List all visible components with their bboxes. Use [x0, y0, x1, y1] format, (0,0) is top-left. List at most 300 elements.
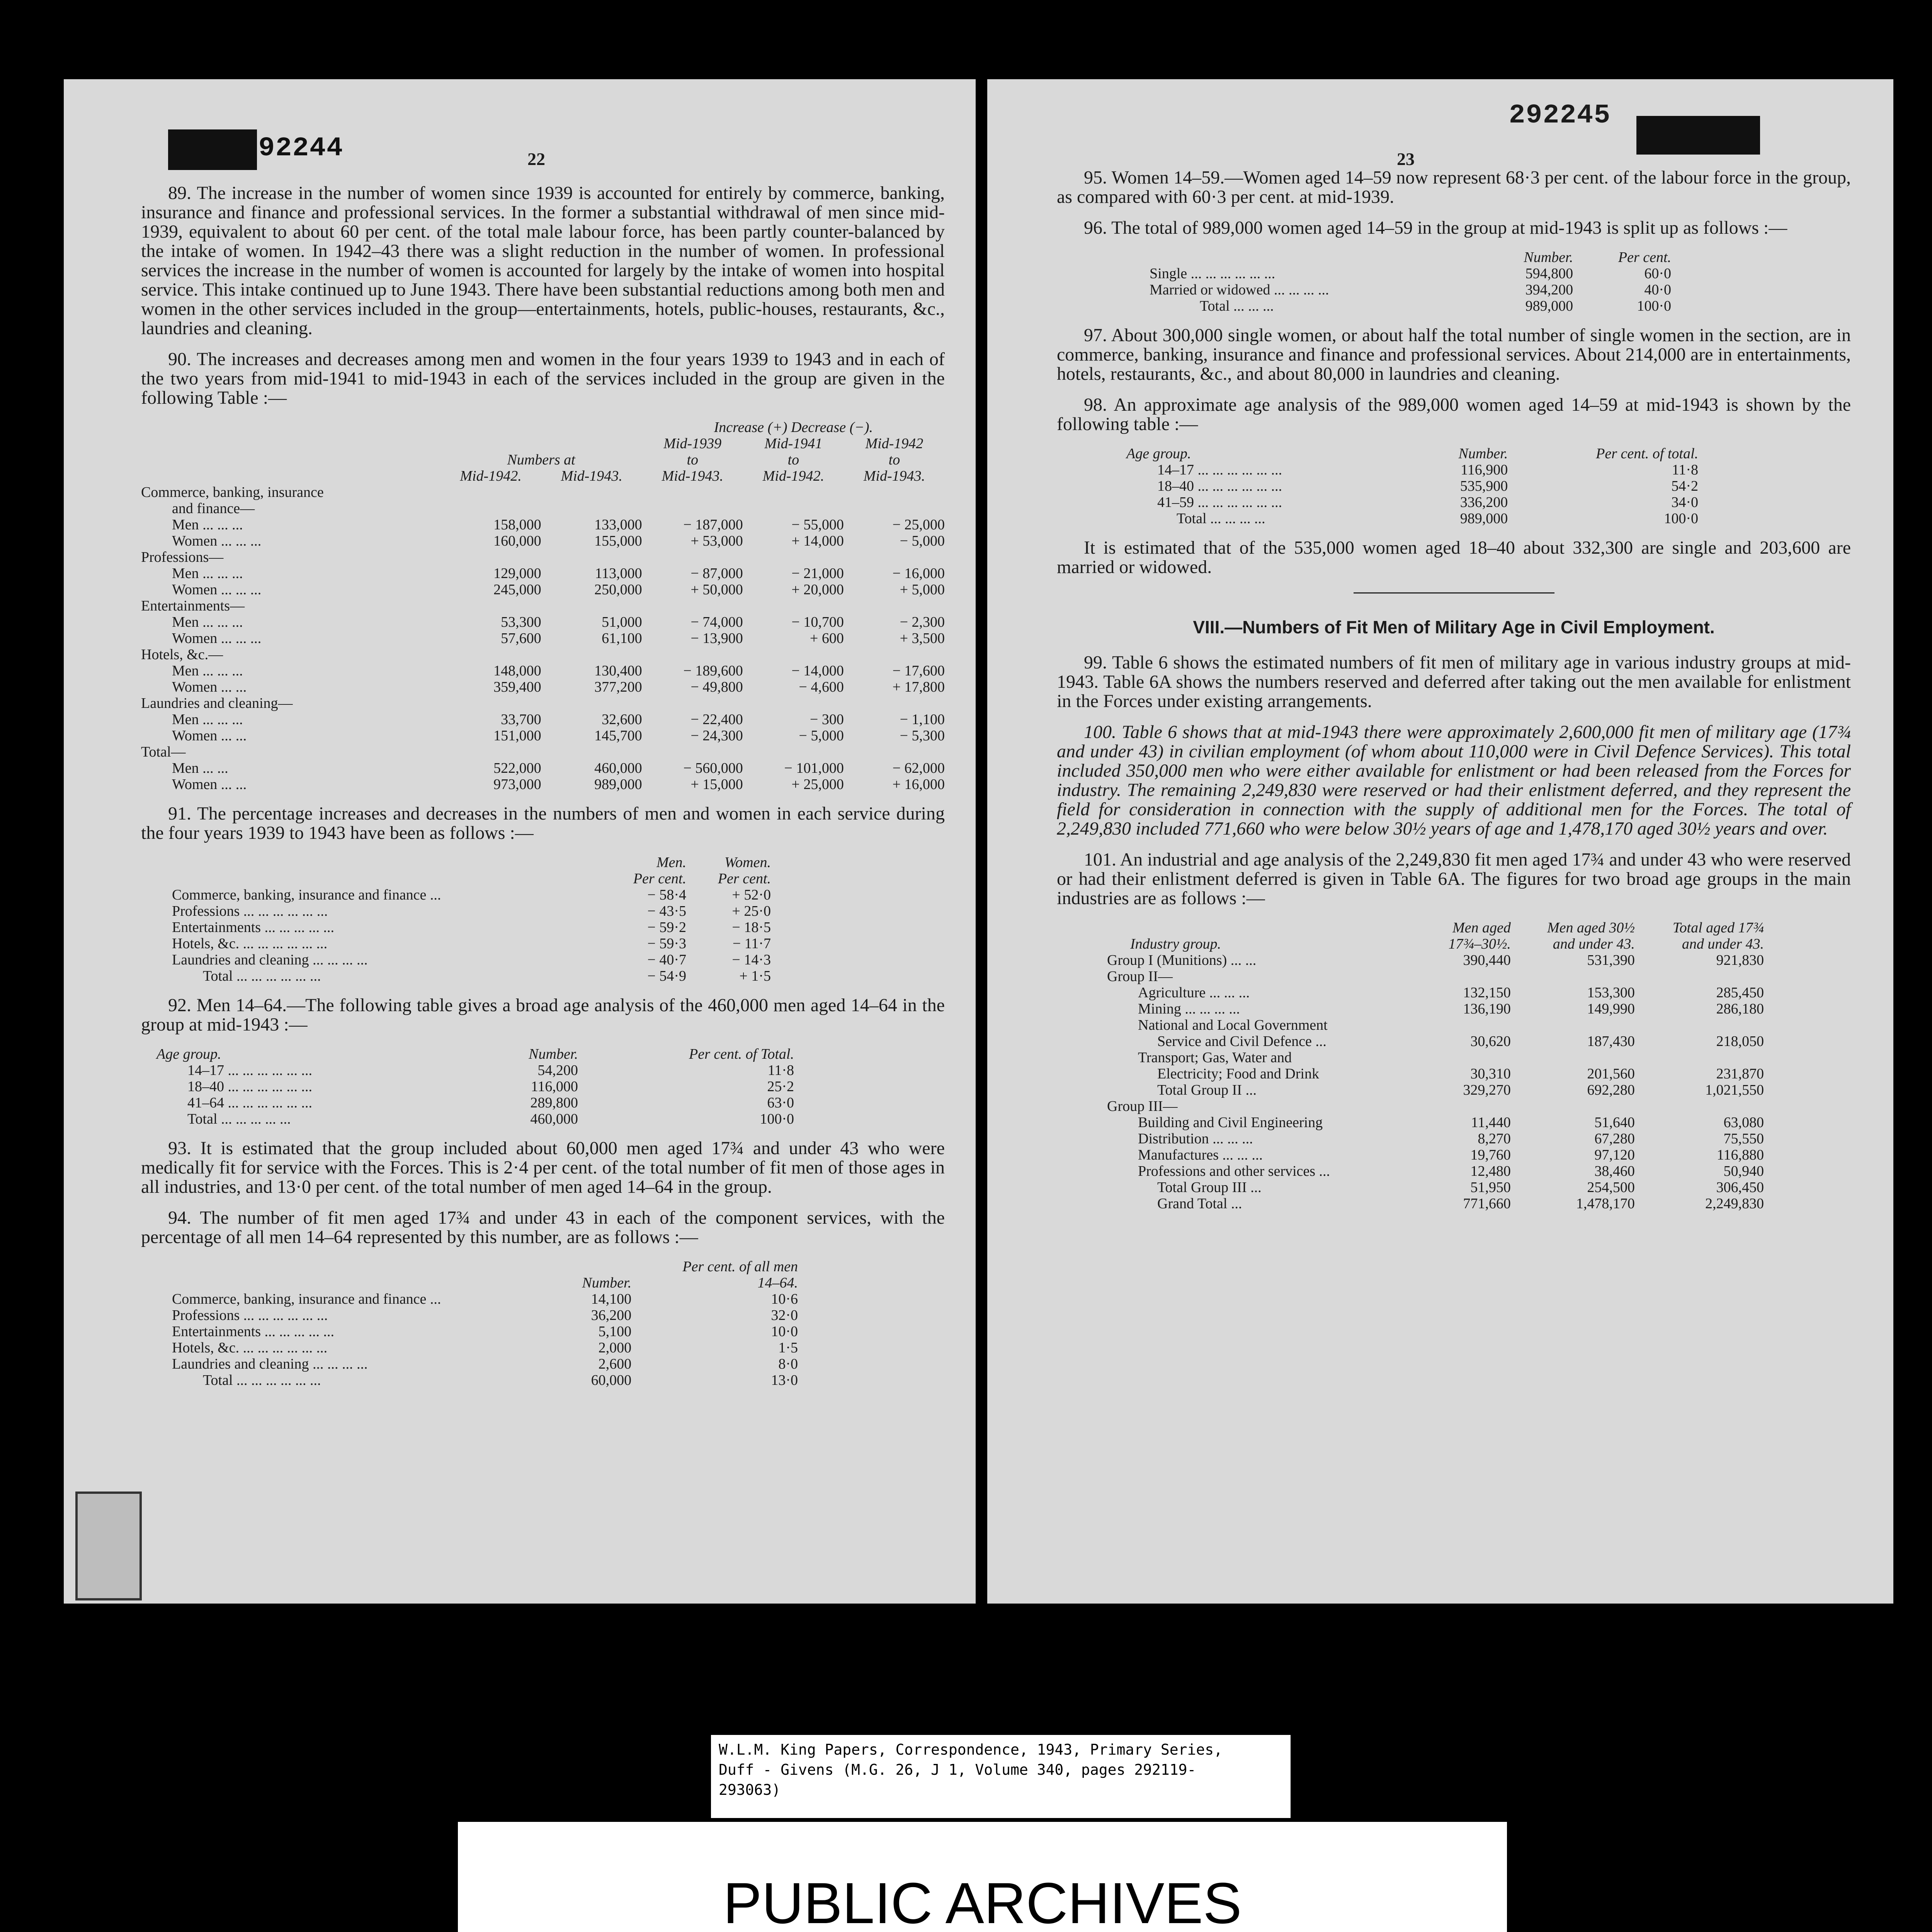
page-number: 22 — [527, 149, 545, 169]
table-90-cell: 148,000 — [493, 663, 541, 679]
table-92-header: Number. — [529, 1046, 578, 1062]
paragraph-93: 93. It is estimated that the group included about 60,000 men aged 17¾ and under 43 who were medically fit for service with the Forces. This is 2·4 per cent. of the total number of fit men of those ages in all industries, and 13·0 per cent. of the total number of men aged 14–64 in the group. — [141, 1138, 945, 1197]
table-90-cell — [844, 744, 945, 760]
table-101-cell — [1635, 1017, 1764, 1033]
paragraph-98: 98. An approximate age analysis of the 989,000 women aged 14–59 at mid-1943 is shown by the following table :— — [1057, 395, 1851, 434]
table-91-total-women: + 1·5 — [739, 968, 771, 984]
table-90-cell: 250,000 — [594, 582, 642, 598]
table-90-row-label: Women ... ... — [172, 776, 247, 793]
table-90-cell — [541, 695, 642, 711]
table-90-cell: − 22,400 — [690, 711, 743, 728]
table-90-row-label: Men ... ... ... — [172, 565, 243, 582]
table-90-row — [141, 549, 945, 565]
table-101-row-label: National and Local Government — [1138, 1017, 1328, 1033]
table-101-cell: 285,450 — [1716, 985, 1764, 1001]
table-101-cell: 97,120 — [1594, 1147, 1635, 1163]
table-98-row-label: 41–59 ... ... ... ... ... ... — [1157, 494, 1282, 510]
table-90-row-label: Women ... ... ... — [172, 630, 262, 646]
table-90-cell — [844, 598, 945, 614]
table-101-cell: 201,560 — [1587, 1066, 1635, 1082]
table-101-cell — [1511, 1098, 1635, 1114]
table-96-cell: 60·0 — [1644, 265, 1671, 282]
table-98-row — [1126, 494, 1698, 510]
table-90-cell: 245,000 — [493, 582, 541, 598]
table-90-cell: 522,000 — [493, 760, 541, 776]
table-94-row — [172, 1291, 798, 1307]
table-96-row-label: Married or widowed ... ... ... ... — [1150, 282, 1329, 298]
table-94-header: 14–64. — [757, 1275, 798, 1291]
paragraph-96: 96. The total of 989,000 women aged 14–59 in the group at mid-1943 is split up as follows :— — [1084, 218, 1787, 238]
table-101-cell: 11,440 — [1471, 1114, 1511, 1131]
table-101-row — [1107, 1131, 1764, 1147]
table-90-head-group: Increase (+) Decrease (−). — [714, 419, 873, 435]
table-101-cell — [1635, 1098, 1764, 1114]
table-90-cell: 989,000 — [594, 776, 642, 793]
table-101-row-label: Distribution ... ... ... — [1138, 1131, 1253, 1147]
table-90-cell — [844, 484, 945, 500]
table-96-total-label: Total ... ... ... — [1200, 298, 1274, 314]
table-92-header: Per cent. of Total. — [689, 1046, 794, 1062]
table-101-cell — [1422, 1017, 1510, 1033]
table-101-cell: 254,500 — [1587, 1179, 1635, 1196]
table-91-row-label: Hotels, &c. ... ... ... ... ... ... — [172, 935, 328, 952]
table-101-row-label: Total Group III ... — [1157, 1179, 1262, 1196]
table-101-row — [1107, 1017, 1764, 1033]
paragraph-100: 100. Table 6 shows that at mid-1943 there were approximately 2,600,000 fit men of military age (17¾ and under 43) in civilian employment (of whom about 110,000 were in Civil Defence Services). This total included 350,000 men who were either available for enlistment or had been released from the Forces for industry. The remaining 2,249,830 were reserved or had their enlistment deferred, and they represent the field for consideration in connection with the supply of additional men for the Forces. The total of 2,249,830 included 771,660 who were below 30½ years of age and 1,478,170 aged 30½ years and over. — [1057, 722, 1851, 839]
table-90-cell — [440, 484, 541, 500]
table-90-cell: 359,400 — [493, 679, 541, 695]
table-98-total-pc: 100·0 — [1664, 510, 1698, 527]
table-91-cell: − 11·7 — [732, 935, 771, 952]
table-101-cell: 771,660 — [1463, 1196, 1511, 1212]
table-96-cell: 40·0 — [1644, 282, 1671, 298]
table-90-cell: + 50,000 — [690, 582, 743, 598]
table-94-row — [172, 1356, 798, 1372]
table-101-row-label: Transport; Gas, Water and — [1138, 1049, 1292, 1066]
table-90-cell: − 5,300 — [900, 728, 945, 744]
table-91-header: Women. — [724, 854, 771, 871]
table-90-cell — [440, 598, 541, 614]
table-90-cell: − 24,300 — [690, 728, 743, 744]
table-101-row-label: Building and Civil Engineering — [1138, 1114, 1323, 1131]
table-90-cell — [642, 549, 743, 565]
table-101-cell: 136,190 — [1463, 1001, 1511, 1017]
table-92-cell: 54,200 — [537, 1062, 578, 1078]
table-90-row — [141, 565, 945, 582]
table-94-cell: 8·0 — [778, 1356, 798, 1372]
table-91-row — [172, 952, 771, 968]
table-91 — [172, 854, 771, 984]
table-90-cell — [642, 484, 743, 500]
table-92-cell: 63·0 — [767, 1095, 794, 1111]
table-98-cell: 34·0 — [1671, 494, 1698, 510]
table-90-row — [141, 500, 945, 517]
table-101-row — [1107, 1033, 1764, 1049]
table-90-cell: − 2,300 — [900, 614, 945, 630]
table-101-cell — [1422, 1098, 1510, 1114]
caption-line: 293063) — [719, 1781, 781, 1798]
paragraph-94: 94. The number of fit men aged 17¾ and under 43 in each of the component services, with the percentage of all men 14–64 represented by this number, are as follows :— — [141, 1208, 945, 1247]
table-101-row-label: Group I (Munitions) ... ... — [1107, 952, 1257, 968]
table-91-row — [172, 903, 771, 919]
table-94-cell: 14,100 — [591, 1291, 632, 1307]
table-98-row-label: 18–40 ... ... ... ... ... ... — [1157, 478, 1282, 494]
table-101-cell: 51,950 — [1470, 1179, 1511, 1196]
table-90-cell: 130,400 — [594, 663, 642, 679]
table-94-cell: 2,600 — [598, 1356, 632, 1372]
table-90-cell: + 20,000 — [791, 582, 844, 598]
table-101-cell — [1422, 1049, 1510, 1066]
table-101-cell: 38,460 — [1594, 1163, 1635, 1179]
table-101-row — [1107, 1098, 1764, 1114]
table-96-row-label: Single ... ... ... ... ... ... — [1150, 265, 1276, 282]
table-94-total-num: 60,000 — [591, 1372, 632, 1388]
table-94-total-pc: 13·0 — [771, 1372, 798, 1388]
table-101-row — [1107, 1049, 1764, 1066]
table-90-cell: − 5,000 — [900, 533, 945, 549]
table-101-cell: 1,021,550 — [1705, 1082, 1764, 1098]
table-91-row-label: Laundries and cleaning ... ... ... ... — [172, 952, 368, 968]
table-101-row-label: Professions and other services ... — [1138, 1163, 1330, 1179]
table-90-row — [141, 582, 945, 598]
table-90-row-label: Commerce, banking, insurance — [141, 484, 324, 500]
table-90-row-label: Entertainments— — [141, 598, 245, 614]
table-91-cell: − 18·5 — [732, 919, 771, 935]
table-90-cell — [844, 500, 945, 517]
table-101-cell — [1511, 1017, 1635, 1033]
table-90-cell: − 87,000 — [690, 565, 743, 582]
table-98-row — [1126, 478, 1698, 494]
table-90-cell: + 53,000 — [690, 533, 743, 549]
table-90-row — [141, 776, 945, 793]
table-101-header: Men aged — [1452, 920, 1511, 936]
table-101-row-label: Total Group II ... — [1157, 1082, 1257, 1098]
table-101-cell — [1635, 968, 1764, 985]
table-96-cell: 394,200 — [1525, 282, 1573, 298]
table-90-cell: − 10,700 — [791, 614, 844, 630]
table-101-cell: 51,640 — [1594, 1114, 1635, 1131]
table-94-cell: 10·6 — [771, 1291, 798, 1307]
table-101-cell: 50,940 — [1723, 1163, 1764, 1179]
table-101-row-label: Group III— — [1107, 1098, 1178, 1114]
table-91-cell: − 43·5 — [647, 903, 686, 919]
table-94-total-label: Total ... ... ... ... ... ... — [203, 1372, 321, 1388]
table-90-cell: + 14,000 — [791, 533, 844, 549]
table-92-cell: 25·2 — [767, 1078, 794, 1095]
table-90-row-label: Men ... ... ... — [172, 711, 243, 728]
table-90-cell — [541, 500, 642, 517]
table-101-cell — [1511, 968, 1635, 985]
table-90-header: to — [787, 452, 799, 468]
table-90-cell — [844, 549, 945, 565]
table-101-cell: 531,390 — [1587, 952, 1635, 968]
table-101-cell: 12,480 — [1470, 1163, 1511, 1179]
table-90-row — [141, 663, 945, 679]
table-90-cell: + 5,000 — [900, 582, 945, 598]
table-90-cell: 51,000 — [602, 614, 642, 630]
table-101-cell: 218,050 — [1716, 1033, 1764, 1049]
table-91-row — [172, 919, 771, 935]
table-101-cell: 30,310 — [1470, 1066, 1511, 1082]
table-90-cell — [743, 744, 844, 760]
table-90-cell: 145,700 — [594, 728, 642, 744]
table-90-cell: − 13,900 — [690, 630, 743, 646]
table-101-cell: 187,430 — [1587, 1033, 1635, 1049]
table-90-row — [141, 630, 945, 646]
table-90-header: Mid-1942. — [460, 468, 522, 484]
table-101-cell — [1511, 1049, 1635, 1066]
table-101-row — [1107, 952, 1764, 968]
table-91-total-men: − 54·9 — [647, 968, 686, 984]
caption-line: Duff - Givens (M.G. 26, J 1, Volume 340, pages 292119- — [719, 1761, 1196, 1778]
table-90-row — [141, 695, 945, 711]
table-90-cell: 129,000 — [493, 565, 541, 582]
table-91-cell: − 40·7 — [647, 952, 686, 968]
table-90-cell: + 17,800 — [892, 679, 945, 695]
table-91-cell: + 52·0 — [732, 887, 771, 903]
table-90-cell: 113,000 — [595, 565, 642, 582]
table-90-header: Mid-1941 — [764, 435, 823, 452]
table-101-row-label: Agriculture ... ... ... — [1138, 985, 1250, 1001]
paragraph-95: 95. Women 14–59.—Women aged 14–59 now represent 68·3 per cent. of the labour force in the group, as compared with 60·3 per cent. at mid-1939. — [1057, 167, 1851, 207]
table-94-row-label: Commerce, banking, insurance and finance ... — [172, 1291, 441, 1307]
table-96-total-num: 989,000 — [1525, 298, 1573, 314]
table-90-row — [141, 517, 945, 533]
table-90-row — [141, 711, 945, 728]
table-90-row-label: Laundries and cleaning— — [141, 695, 293, 711]
table-101-row — [1107, 1196, 1764, 1212]
table-90-cell: − 21,000 — [791, 565, 844, 582]
table-90-cell: − 25,000 — [892, 517, 945, 533]
table-91-cell: − 58·4 — [647, 887, 686, 903]
table-98-total-num: 989,000 — [1460, 510, 1508, 527]
table-101-cell: 19,760 — [1470, 1147, 1511, 1163]
table-90-row-label: Total— — [141, 744, 186, 760]
table-90-cell: − 74,000 — [690, 614, 743, 630]
table-90-cell — [541, 598, 642, 614]
table-94-row — [172, 1307, 798, 1323]
table-90-cell: 33,700 — [501, 711, 541, 728]
table-101-row — [1107, 1114, 1764, 1131]
table-91-cell: − 14·3 — [732, 952, 771, 968]
table-90-cell: − 5,000 — [799, 728, 844, 744]
table-101-cell: 692,280 — [1587, 1082, 1635, 1098]
archive-caption — [711, 1735, 1291, 1818]
table-90-header: Mid-1943. — [863, 468, 925, 484]
table-96 — [1150, 249, 1671, 314]
table-90-header: to — [687, 452, 698, 468]
table-98-cell: 54·2 — [1671, 478, 1698, 494]
table-90-cell: 133,000 — [594, 517, 642, 533]
table-92-row — [156, 1095, 794, 1111]
table-90-cell — [642, 598, 743, 614]
table-101-row — [1107, 1163, 1764, 1179]
table-90-cell: 53,300 — [501, 614, 541, 630]
table-96-header: Number. — [1524, 249, 1573, 265]
table-90-cell — [743, 695, 844, 711]
table-90-row-label: Women ... ... — [172, 679, 247, 695]
table-90-cell: 155,000 — [594, 533, 642, 549]
page-stamp: 292245 — [1509, 100, 1611, 131]
table-90-cell: − 560,000 — [683, 760, 743, 776]
table-90-cell — [440, 695, 541, 711]
table-101-cell: 153,300 — [1587, 985, 1635, 1001]
table-90-row — [141, 533, 945, 549]
table-101-row-label: Electricity; Food and Drink — [1157, 1066, 1319, 1082]
table-101-cell: 116,880 — [1716, 1147, 1764, 1163]
table-90-cell: 160,000 — [493, 533, 541, 549]
table-92-row-label: 14–17 ... ... ... ... ... ... — [187, 1062, 312, 1078]
table-90-row-label: Men ... ... ... — [172, 614, 243, 630]
table-101-cell: 306,450 — [1716, 1179, 1764, 1196]
table-91-row-label: Entertainments ... ... ... ... ... — [172, 919, 335, 935]
table-90-header: Mid-1943. — [561, 468, 622, 484]
table-92-total-label: Total ... ... ... ... ... — [187, 1111, 291, 1127]
table-101-cell: 390,440 — [1463, 952, 1511, 968]
table-90-row-label: Women ... ... — [172, 728, 247, 744]
table-94-row-label: Hotels, &c. ... ... ... ... ... ... — [172, 1340, 328, 1356]
table-101-row — [1107, 1147, 1764, 1163]
table-90-cell — [642, 695, 743, 711]
table-90-cell: − 49,800 — [690, 679, 743, 695]
table-94-row — [172, 1340, 798, 1356]
table-90-cell — [743, 549, 844, 565]
section-divider — [1354, 592, 1554, 594]
table-101-row-label: Manufactures ... ... ... — [1138, 1147, 1263, 1163]
table-101-row — [1107, 1179, 1764, 1196]
paragraph-90: 90. The increases and decreases among men and women in the four years 1939 to 1943 and in each of the two years from mid-1941 to mid-1943 in each of the services included in the group are given in the following Table :— — [141, 349, 945, 408]
table-92-row — [156, 1062, 794, 1078]
table-101-row — [1107, 985, 1764, 1001]
table-90-cell: 377,200 — [594, 679, 642, 695]
table-98-cell: 535,900 — [1460, 478, 1508, 494]
table-92-row-label: 41–64 ... ... ... ... ... ... — [187, 1095, 312, 1111]
caption-line: W.L.M. King Papers, Correspondence, 1943, Primary Series, — [719, 1741, 1223, 1758]
table-91-row-label: Commerce, banking, insurance and finance ... — [172, 887, 441, 903]
table-94-cell: 32·0 — [771, 1307, 798, 1323]
table-90-cell — [743, 646, 844, 663]
table-94-cell: 2,000 — [598, 1340, 632, 1356]
paragraph-91: 91. The percentage increases and decreases in the numbers of men and women in each service during the four years 1939 to 1943 have been as follows :— — [141, 803, 945, 843]
table-101-cell: 329,270 — [1463, 1082, 1511, 1098]
table-90-row — [141, 728, 945, 744]
table-90-cell — [642, 744, 743, 760]
table-101-cell: 132,150 — [1463, 985, 1511, 1001]
table-90-header: Mid-1943. — [662, 468, 723, 484]
table-101-cell: 1,478,170 — [1576, 1196, 1635, 1212]
table-90-cell: − 101,000 — [784, 760, 844, 776]
table-94 — [172, 1259, 798, 1388]
paragraph-92: 92. Men 14–64.—The following table gives a broad age analysis of the 460,000 men aged 14–64 in the group at mid-1943 :— — [141, 995, 945, 1035]
table-101-cell — [1635, 1049, 1764, 1066]
table-90-cell — [743, 500, 844, 517]
table-90-cell: + 25,000 — [791, 776, 844, 793]
table-90-cell: + 3,500 — [900, 630, 945, 646]
table-101-header: Men aged 30½ — [1547, 920, 1635, 936]
table-101-row — [1107, 1001, 1764, 1017]
table-94-header: Number. — [582, 1275, 632, 1291]
table-90-row-label: and finance— — [172, 500, 255, 517]
table-98-cell: 336,200 — [1460, 494, 1508, 510]
table-90-cell: − 16,000 — [892, 565, 945, 582]
table-98-header: Per cent. of total. — [1596, 446, 1698, 462]
table-92-total-num: 460,000 — [530, 1111, 578, 1127]
table-101-cell: 149,990 — [1587, 1001, 1635, 1017]
table-90-row — [141, 744, 945, 760]
table-90-cell — [541, 484, 642, 500]
table-101-cell — [1422, 968, 1510, 985]
table-96-cell: 594,800 — [1525, 265, 1573, 282]
table-101-cell: 8,270 — [1478, 1131, 1511, 1147]
table-90-cell: 57,600 — [501, 630, 541, 646]
table-98-total-label: Total ... ... ... ... — [1177, 510, 1265, 527]
section-heading: VIII.—Numbers of Fit Men of Military Age in Civil Employment. — [1193, 617, 1715, 637]
table-90 — [141, 419, 945, 793]
table-90-cell: − 1,100 — [900, 711, 945, 728]
table-90-row — [141, 679, 945, 695]
table-101-cell: 2,249,830 — [1705, 1196, 1764, 1212]
table-90-cell: − 17,600 — [892, 663, 945, 679]
table-90-row-label: Men ... ... — [172, 760, 228, 776]
table-90-cell: 32,600 — [602, 711, 642, 728]
table-96-total-pc: 100·0 — [1637, 298, 1671, 314]
table-94-row-label: Professions ... ... ... ... ... ... — [172, 1307, 328, 1323]
table-90-cell: − 55,000 — [791, 517, 844, 533]
table-96-row — [1150, 265, 1671, 282]
table-90-cell — [440, 744, 541, 760]
table-101-cell: 63,080 — [1723, 1114, 1764, 1131]
table-90-cell — [844, 646, 945, 663]
table-92-header: Age group. — [156, 1046, 221, 1062]
table-92-cell: 116,000 — [531, 1078, 578, 1095]
table-92-cell: 289,800 — [530, 1095, 578, 1111]
table-94-cell: 36,200 — [591, 1307, 632, 1323]
table-90-cell: − 14,000 — [791, 663, 844, 679]
table-91-header: Men. — [656, 854, 686, 871]
table-98-header: Number. — [1458, 446, 1508, 462]
table-101-header: 17¾–30½. — [1448, 936, 1511, 952]
paragraph-89: 89. The increase in the number of women since 1939 is accounted for entirely by commerce, banking, insurance and finance and professional services. In the former a substantial withdrawal of men since mid-1939, equivalent to about 60 per cent. of the total male labour force, has been partly counter-balanced by the intake of women. In 1942–43 there was a slight reduction in the number of women. In professional services the increase in the number of women is accounted for largely by the intake of women into hospital service. This intake continued up to June 1943. There have been substantial reductions among both men and women in the other services included in the group—entertainments, hotels, public-houses, restaurants, &c., laundries and cleaning. — [141, 183, 945, 338]
table-92-row — [156, 1078, 794, 1095]
table-101-row — [1107, 1066, 1764, 1082]
table-90-cell: 61,100 — [602, 630, 642, 646]
table-90-cell: + 15,000 — [690, 776, 743, 793]
paragraph-99: 99. Table 6 shows the estimated numbers of fit men of military age in various industry groups at mid-1943. Table 6A shows the numbers reserved and deferred after taking out the men available for enlistment in the Forces under existing arrangements. — [1057, 652, 1851, 711]
table-90-row-label: Women ... ... ... — [172, 582, 262, 598]
archive-label — [458, 1822, 1507, 1932]
table-90-cell: 158,000 — [493, 517, 541, 533]
table-98-cell: 11·8 — [1672, 462, 1698, 478]
table-90-row-label: Hotels, &c.— — [141, 646, 223, 663]
table-92-total-pc: 100·0 — [760, 1111, 794, 1127]
table-101-row-label: Mining ... ... ... ... — [1138, 1001, 1240, 1017]
table-90-row-label: Men ... ... ... — [172, 517, 243, 533]
table-90-row — [141, 484, 945, 500]
table-91-row — [172, 887, 771, 903]
table-101-cell: 67,280 — [1594, 1131, 1635, 1147]
table-90-cell — [642, 500, 743, 517]
table-90-header: Mid-1942 — [865, 435, 923, 452]
paragraph-97: 97. About 300,000 single women, or about half the total number of single women in the section, are in commerce, banking, insurance and finance and professional services. About 214,000 are in entertainments, hotels, restaurants, &c., and about 80,000 in laundries and cleaning. — [1057, 325, 1851, 384]
table-90-cell: − 300 — [810, 711, 844, 728]
table-90-header: to — [888, 452, 900, 468]
table-98-cell: 116,900 — [1461, 462, 1508, 478]
table-90-cell: + 600 — [810, 630, 844, 646]
page-number: 23 — [1397, 149, 1415, 169]
table-101-row — [1107, 1082, 1764, 1098]
table-94-cell: 1·5 — [778, 1340, 798, 1356]
table-91-cell: − 59·2 — [647, 919, 686, 935]
